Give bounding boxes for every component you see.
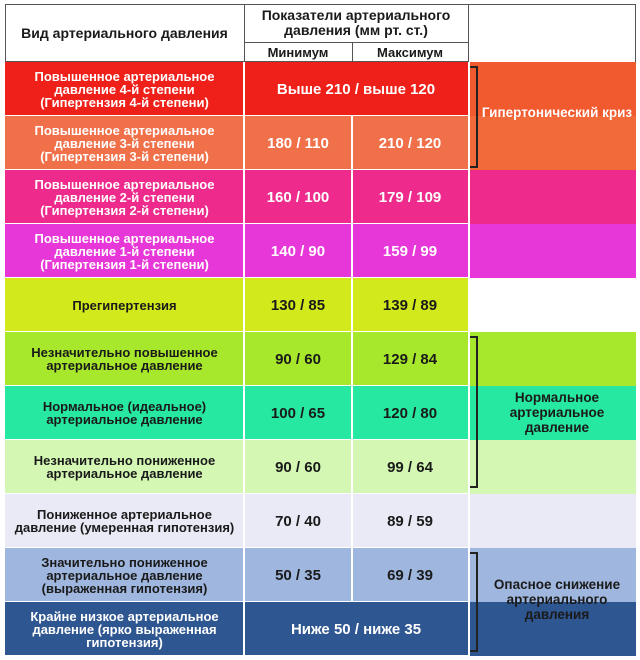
group-background: [470, 494, 636, 548]
pressure-type: Прегипертензия: [72, 297, 177, 313]
header-divider-v1: [244, 4, 245, 62]
column-divider: [351, 332, 353, 386]
pressure-min: 160 / 100: [266, 188, 330, 206]
column-divider: [243, 548, 245, 602]
group-label-normal: Нормальное артериальное давление: [509, 389, 605, 435]
header-divider-v3: [468, 4, 469, 62]
column-divider: [243, 332, 245, 386]
group-background: [470, 278, 636, 332]
column-divider: [243, 116, 245, 170]
pressure-type: Повышенное артериальное давление 1-й степени (Гипертензия 1-й степени): [34, 230, 215, 272]
column-divider: [351, 224, 353, 278]
pressure-type: Незначительно повышенное артериальное давление: [31, 345, 218, 373]
pressure-type: Значительно пониженное артериальное давление (выраженная гипотензия): [41, 554, 208, 596]
header-min: Минимум: [267, 44, 329, 60]
group-label-crisis: Гипертонический криз: [481, 104, 633, 120]
pressure-min: 180 / 110: [267, 134, 329, 152]
column-divider: [351, 548, 353, 602]
header-max: Максимум: [377, 44, 443, 60]
pressure-range: Выше 210 / выше 120: [276, 80, 436, 98]
header-divider-h: [244, 42, 468, 43]
column-divider: [351, 494, 353, 548]
header-bottom: [5, 61, 468, 62]
column-divider: [243, 386, 245, 440]
pressure-min: 50 / 35: [275, 566, 321, 584]
pressure-min: 130 / 85: [270, 296, 326, 314]
bracket-dangerous: [470, 552, 478, 652]
bracket-normal: [470, 336, 478, 488]
pressure-range: Ниже 50 / ниже 35: [290, 620, 422, 638]
pressure-type: Повышенное артериальное давление 3-й степени (Гипертензия 3-й степени): [34, 122, 215, 164]
row-divider: [5, 655, 468, 657]
pressure-max: 69 / 39: [387, 566, 433, 584]
column-divider: [243, 494, 245, 548]
bracket-crisis: [470, 66, 478, 168]
group-background: [470, 224, 636, 278]
header-type-column: Вид артериального давления: [21, 24, 228, 41]
pressure-max: 120 / 80: [382, 404, 438, 422]
header-indicators: Показатели артериального давления (мм рт. ст.): [261, 7, 451, 38]
group-background: [470, 440, 636, 494]
pressure-max: 179 / 109: [378, 188, 442, 206]
pressure-type: Нормальное (идеальное) артериальное давление: [42, 399, 207, 427]
column-divider: [243, 170, 245, 224]
column-divider: [243, 440, 245, 494]
table-border-top: [5, 4, 636, 5]
pressure-max: 89 / 59: [387, 512, 433, 530]
pressure-max: 129 / 84: [382, 350, 438, 368]
pressure-type: Пониженное артериальное давление (умеренная гипотензия): [14, 507, 235, 535]
column-divider: [243, 602, 245, 656]
column-divider: [351, 440, 353, 494]
pressure-type: Повышенное артериальное давление 2-й степени (Гипертензия 2-й степени): [34, 176, 215, 218]
table-border-left: [5, 4, 6, 62]
column-divider: [351, 116, 353, 170]
column-divider: [243, 224, 245, 278]
header-divider-v2: [352, 42, 353, 62]
pressure-min: 140 / 90: [270, 242, 326, 260]
column-divider: [351, 170, 353, 224]
table-border-right: [635, 4, 636, 62]
pressure-min: 90 / 60: [275, 458, 321, 476]
pressure-min: 90 / 60: [275, 350, 321, 368]
pressure-type: Крайне низкое артериальное давление (ярко выраженная гипотензия): [30, 608, 219, 650]
pressure-max: 99 / 64: [387, 458, 433, 476]
column-divider: [351, 278, 353, 332]
pressure-max: 210 / 120: [378, 134, 442, 152]
column-divider: [243, 278, 245, 332]
pressure-type: Незначительно пониженное артериальное давление: [33, 453, 216, 481]
group-background: [470, 170, 636, 224]
group-label-dangerous: Опасное снижение артериального давления: [493, 576, 621, 622]
pressure-max: 159 / 99: [382, 242, 438, 260]
pressure-min: 70 / 40: [275, 512, 321, 530]
pressure-type: Повышенное артериальное давление 4-й степени (Гипертензия 4-й степени): [34, 68, 215, 110]
pressure-max: 139 / 89: [382, 296, 438, 314]
column-divider: [351, 386, 353, 440]
group-background: [470, 332, 636, 386]
pressure-min: 100 / 65: [270, 404, 326, 422]
column-divider: [243, 62, 245, 116]
